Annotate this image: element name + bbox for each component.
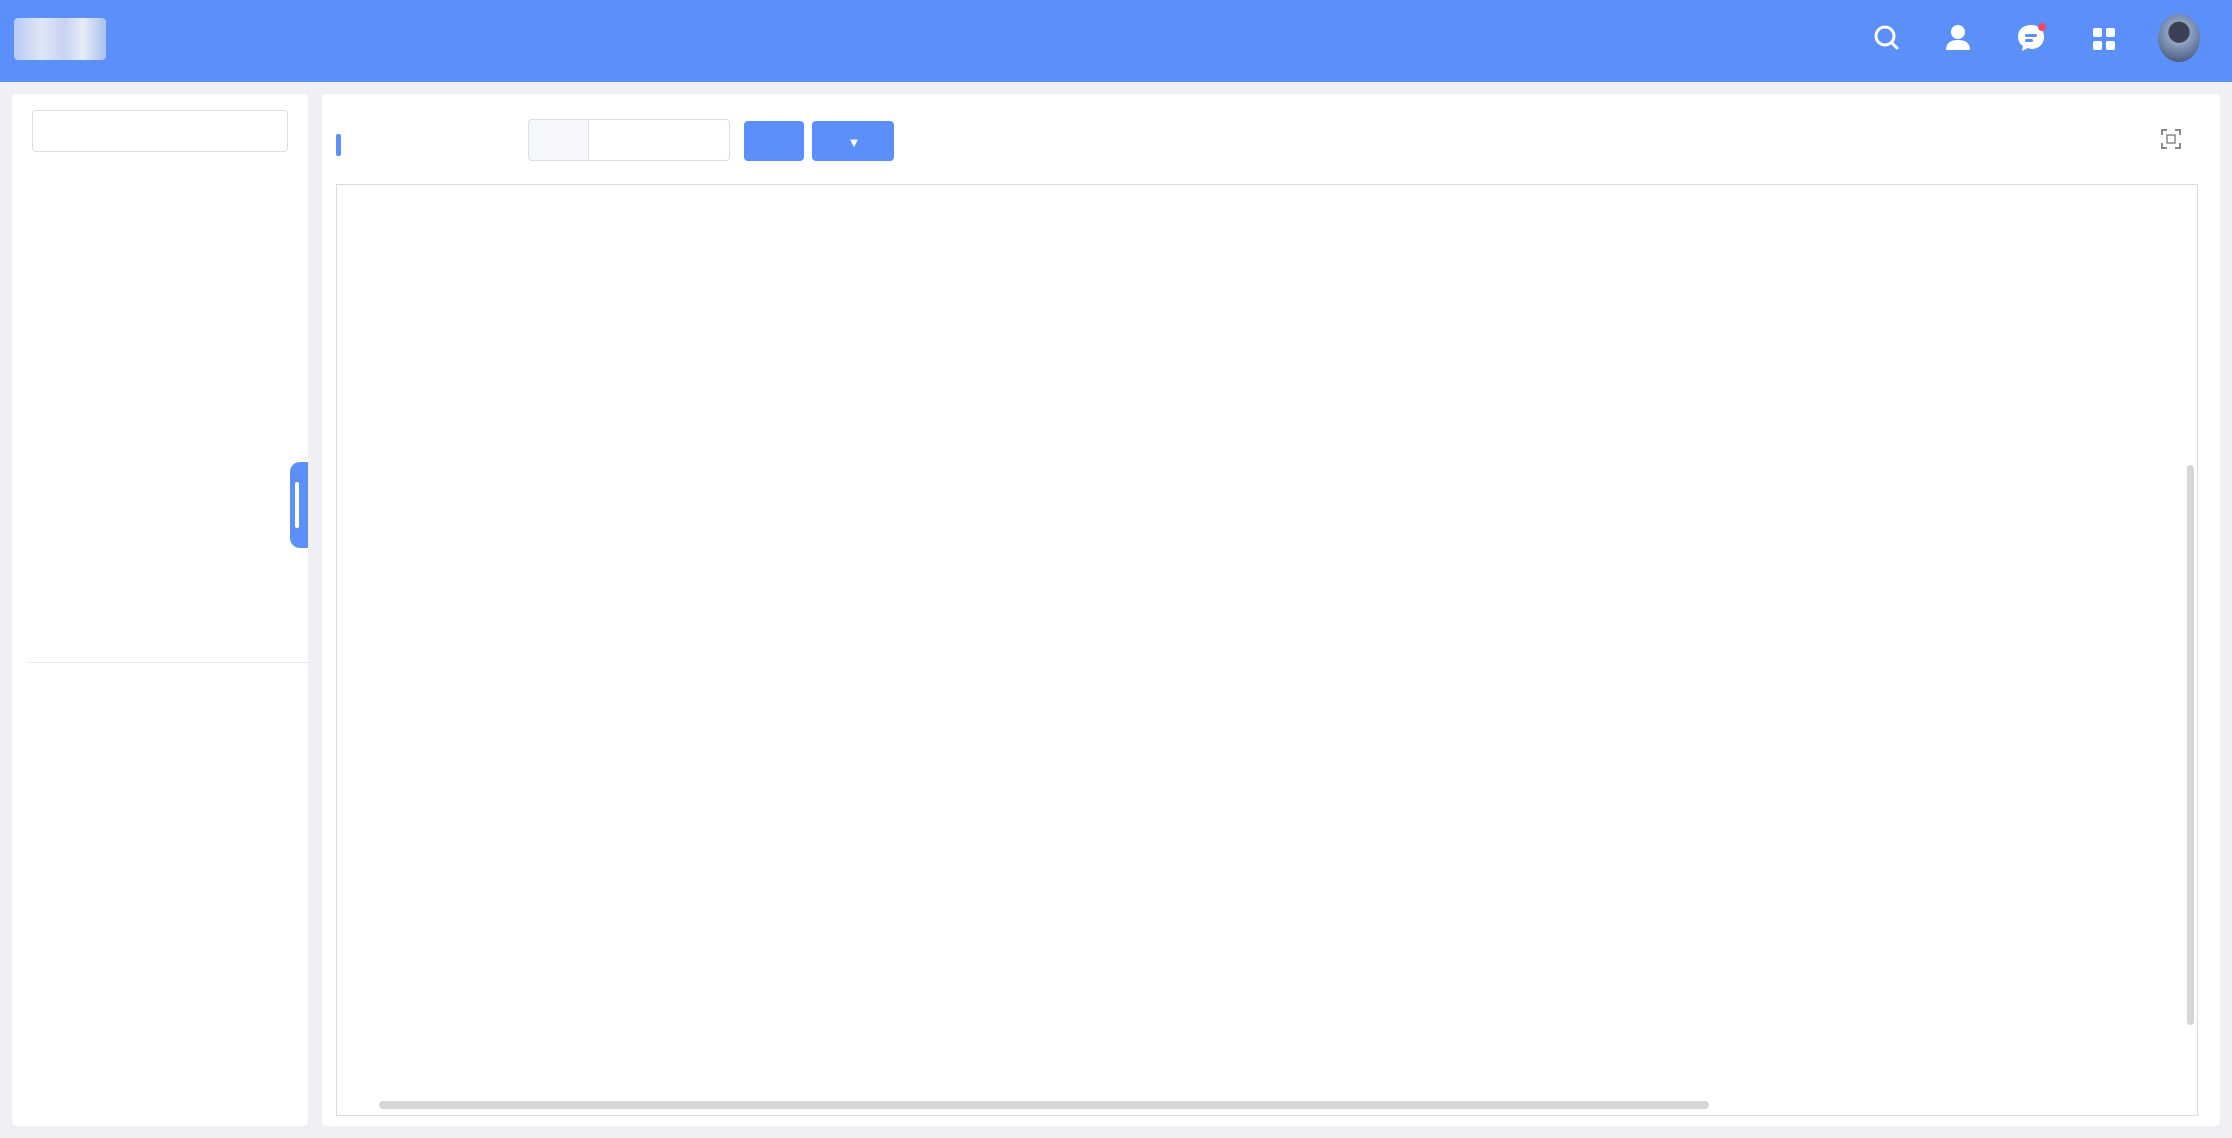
export-button[interactable] <box>812 121 894 161</box>
search-icon[interactable] <box>1870 20 1902 56</box>
message-icon[interactable] <box>2015 20 2047 56</box>
report-panel <box>322 94 2220 1126</box>
month-picker-input[interactable] <box>588 119 730 161</box>
month-label <box>528 119 588 161</box>
generate-button[interactable] <box>744 121 804 161</box>
horizontal-scrollbar[interactable] <box>379 1101 1709 1109</box>
sidebar-search-input[interactable] <box>32 110 288 152</box>
vertical-scrollbar[interactable] <box>2187 465 2194 1025</box>
user-icon[interactable] <box>1942 20 1974 56</box>
sidebar-divider <box>28 662 310 663</box>
caret-down-icon: ▼ <box>850 138 858 149</box>
fullscreen-icon[interactable] <box>2160 128 2182 150</box>
apps-grid-icon[interactable] <box>2088 20 2120 56</box>
avatar[interactable] <box>2158 14 2200 62</box>
spreadsheet[interactable] <box>336 184 2198 1116</box>
sidebar <box>12 94 308 1126</box>
report-title <box>336 130 350 160</box>
top-header <box>0 0 2232 82</box>
sidebar-collapse-handle[interactable] <box>290 462 308 548</box>
company-logo[interactable] <box>14 14 192 64</box>
logo-mark <box>14 18 106 60</box>
